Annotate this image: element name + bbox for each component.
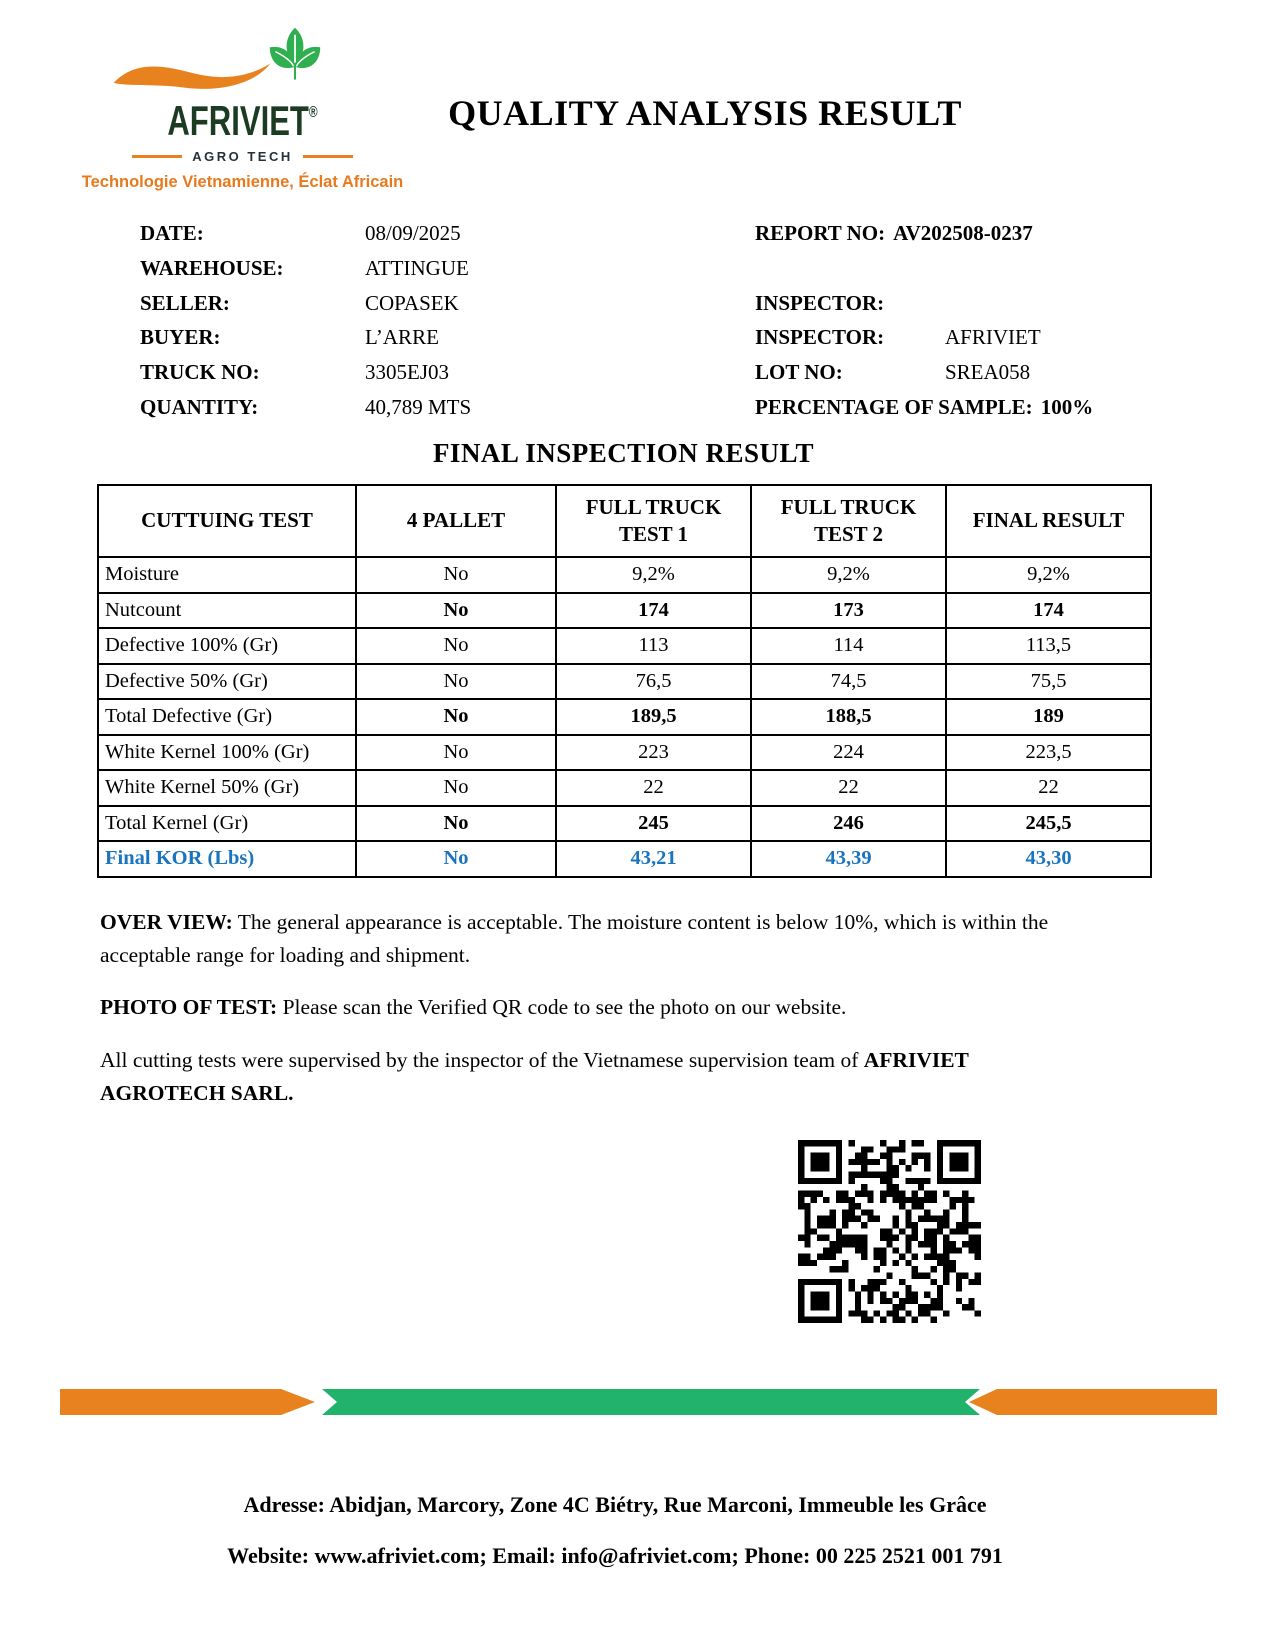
table-cell: Defective 50% (Gr) [98,664,356,700]
supervision-company: AFRIVIET AGROTECH SARL. [100,1048,969,1105]
meta-label: WAREHOUSE: [140,255,284,280]
table-row-total-kernel [98,806,1151,842]
table-cell: 188,5 [751,699,946,735]
table-row-moisture [98,557,1151,593]
meta-row-buyer [140,320,471,355]
section-title: FINAL INSPECTION RESULT [432,438,815,468]
meta-label: SELLER: [140,290,230,315]
table-cell: 113,5 [946,628,1151,664]
meta-value: 3305EJ03 [365,360,449,385]
meta-label: BUYER: [140,325,221,350]
meta-row-truck-no [140,355,471,390]
divider-line-left [132,155,182,158]
table-cell: No [356,699,556,735]
meta-value: 40,789 MTS [365,394,472,419]
brand-name-text: AFRIVIET [167,97,309,144]
table-cell: No [356,628,556,664]
table-cell: Nutcount [98,593,356,629]
table-row-defective-100 [98,628,1151,664]
table-cell: 9,2% [946,557,1151,593]
meta-row-inspector-1 [755,286,1093,321]
photo-of-test-label: PHOTO OF TEST: [100,995,278,1020]
page-title: QUALITY ANALYSIS RESULT [448,93,962,133]
meta-value: 08/09/2025 [365,221,461,245]
meta-label: INSPECTOR: [755,290,885,315]
table-cell: 22 [751,770,946,806]
table-cell: No [356,557,556,593]
footer-contact: Website: www.afriviet.com; Email: info@afriviet.com; Phone: 00 225 2521 001 791 [227,1543,1003,1568]
band-orange-right [969,1389,1217,1415]
meta-value: COPASEK [365,290,459,315]
meta-label: LOT NO: [755,360,843,385]
column-header: CUTTUING TEST [98,485,356,557]
overview-paragraph [100,906,1068,971]
table-cell: 245 [556,806,751,842]
table-cell: Moisture [98,557,356,593]
meta-row-report-no [755,216,1093,251]
table-cell: Total Kernel (Gr) [98,806,356,842]
brand-name [137,97,348,144]
meta-value: AV202508-0237 [893,221,1033,245]
meta-row-seller [140,286,471,321]
column-header: FULL TRUCK TEST 2 [751,485,946,557]
meta-row-sample-percentage [755,390,1093,425]
band-green-middle [322,1389,980,1415]
metadata-left-column [140,216,471,425]
table-cell: 43,21 [556,841,751,877]
table-cell: 174 [556,593,751,629]
table-cell: 76,5 [556,664,751,700]
metadata-right-column [755,216,1093,425]
table-cell: 223 [556,735,751,771]
table-row-defective-50 [98,664,1151,700]
meta-value: SREA058 [945,360,1031,385]
meta-label: REPORT NO: [755,221,886,245]
photo-of-test-text: Please scan the Verified QR code to see the photo on our website. [277,995,847,1020]
meta-row-inspector-2 [755,320,1093,355]
table-cell: 174 [946,593,1151,629]
meta-value: AFRIVIET [945,325,1041,350]
meta-row-warehouse [140,251,471,286]
orange-swoosh-icon [106,56,278,98]
table-cell: 224 [751,735,946,771]
table-cell: 189,5 [556,699,751,735]
table-cell: No [356,735,556,771]
registered-trademark: ® [308,104,318,121]
table-cell: 43,39 [751,841,946,877]
meta-label: INSPECTOR: [755,325,885,350]
table-row-white-kernel-50 [98,770,1151,806]
table-row-white-kernel-100 [98,735,1151,771]
table-cell: 75,5 [946,664,1151,700]
meta-value: ATTINGUE [365,255,469,280]
table-cell: White Kernel 100% (Gr) [98,735,356,771]
band-orange-left [60,1389,315,1415]
photo-of-test-paragraph [100,991,1068,1024]
meta-row-spacer [755,251,1093,286]
table-cell: Defective 100% (Gr) [98,628,356,664]
meta-value: 100% [1040,394,1094,419]
footer-address: Adresse: Abidjan, Marcory, Zone 4C Biétry, Rue Marconi, Immeuble les Grâce [243,1492,987,1517]
table-cell: 189 [946,699,1151,735]
meta-label: QUANTITY: [140,394,259,419]
overview-text: The general appearance is acceptable. The moisture content is below 10%, which is within the acceptable range for loading and shipment. [100,910,1049,967]
table-cell: 114 [751,628,946,664]
overview-label: OVER VIEW: [100,910,233,934]
brand-division-row [100,149,385,164]
table-cell: 22 [556,770,751,806]
afriviet-logo [81,24,404,192]
table-row-nutcount [98,593,1151,629]
supervision-text: All cutting tests were supervised by the inspector of the Vietnamese supervision team of [100,1048,864,1073]
ivory-coast-flag-band [60,1389,1217,1415]
logo-artwork [100,24,385,98]
meta-label: TRUCK NO: [140,360,260,385]
inspection-results-table [97,484,1152,878]
qr-code [798,1140,981,1323]
table-row-final-kor [98,841,1151,877]
table-cell: 173 [751,593,946,629]
meta-value: L’ARRE [365,325,439,350]
brand-tagline: Technologie Vietnamienne, Éclat Africain [81,173,404,191]
table-cell: No [356,841,556,877]
column-header: 4 PALLET [356,485,556,557]
table-cell: No [356,593,556,629]
table-cell: 22 [946,770,1151,806]
table-cell: 74,5 [751,664,946,700]
table-cell: 43,30 [946,841,1151,877]
table-cell: Total Defective (Gr) [98,699,356,735]
meta-label: PERCENTAGE OF SAMPLE: [755,394,1033,419]
table-cell: 9,2% [751,557,946,593]
table-cell: No [356,770,556,806]
report-notes [100,906,1068,1129]
supervision-paragraph [100,1044,1068,1109]
table-cell: White Kernel 50% (Gr) [98,770,356,806]
table-header-row [98,485,1151,557]
green-leaves-icon [260,24,330,96]
table-cell: Final KOR (Lbs) [98,841,356,877]
table-cell: 223,5 [946,735,1151,771]
meta-label: DATE: [140,221,204,245]
table-cell: No [356,664,556,700]
meta-row-lot-no [755,355,1093,390]
table-cell: 246 [751,806,946,842]
table-row-total-defective [98,699,1151,735]
table-cell: 9,2% [556,557,751,593]
column-header: FINAL RESULT [946,485,1151,557]
divider-line-right [303,155,353,158]
table-cell: 245,5 [946,806,1151,842]
brand-division: AGRO TECH [192,149,293,164]
table-cell: 113 [556,628,751,664]
column-header: FULL TRUCK TEST 1 [556,485,751,557]
table-cell: No [356,806,556,842]
meta-row-date [140,216,471,251]
meta-row-quantity [140,390,471,425]
